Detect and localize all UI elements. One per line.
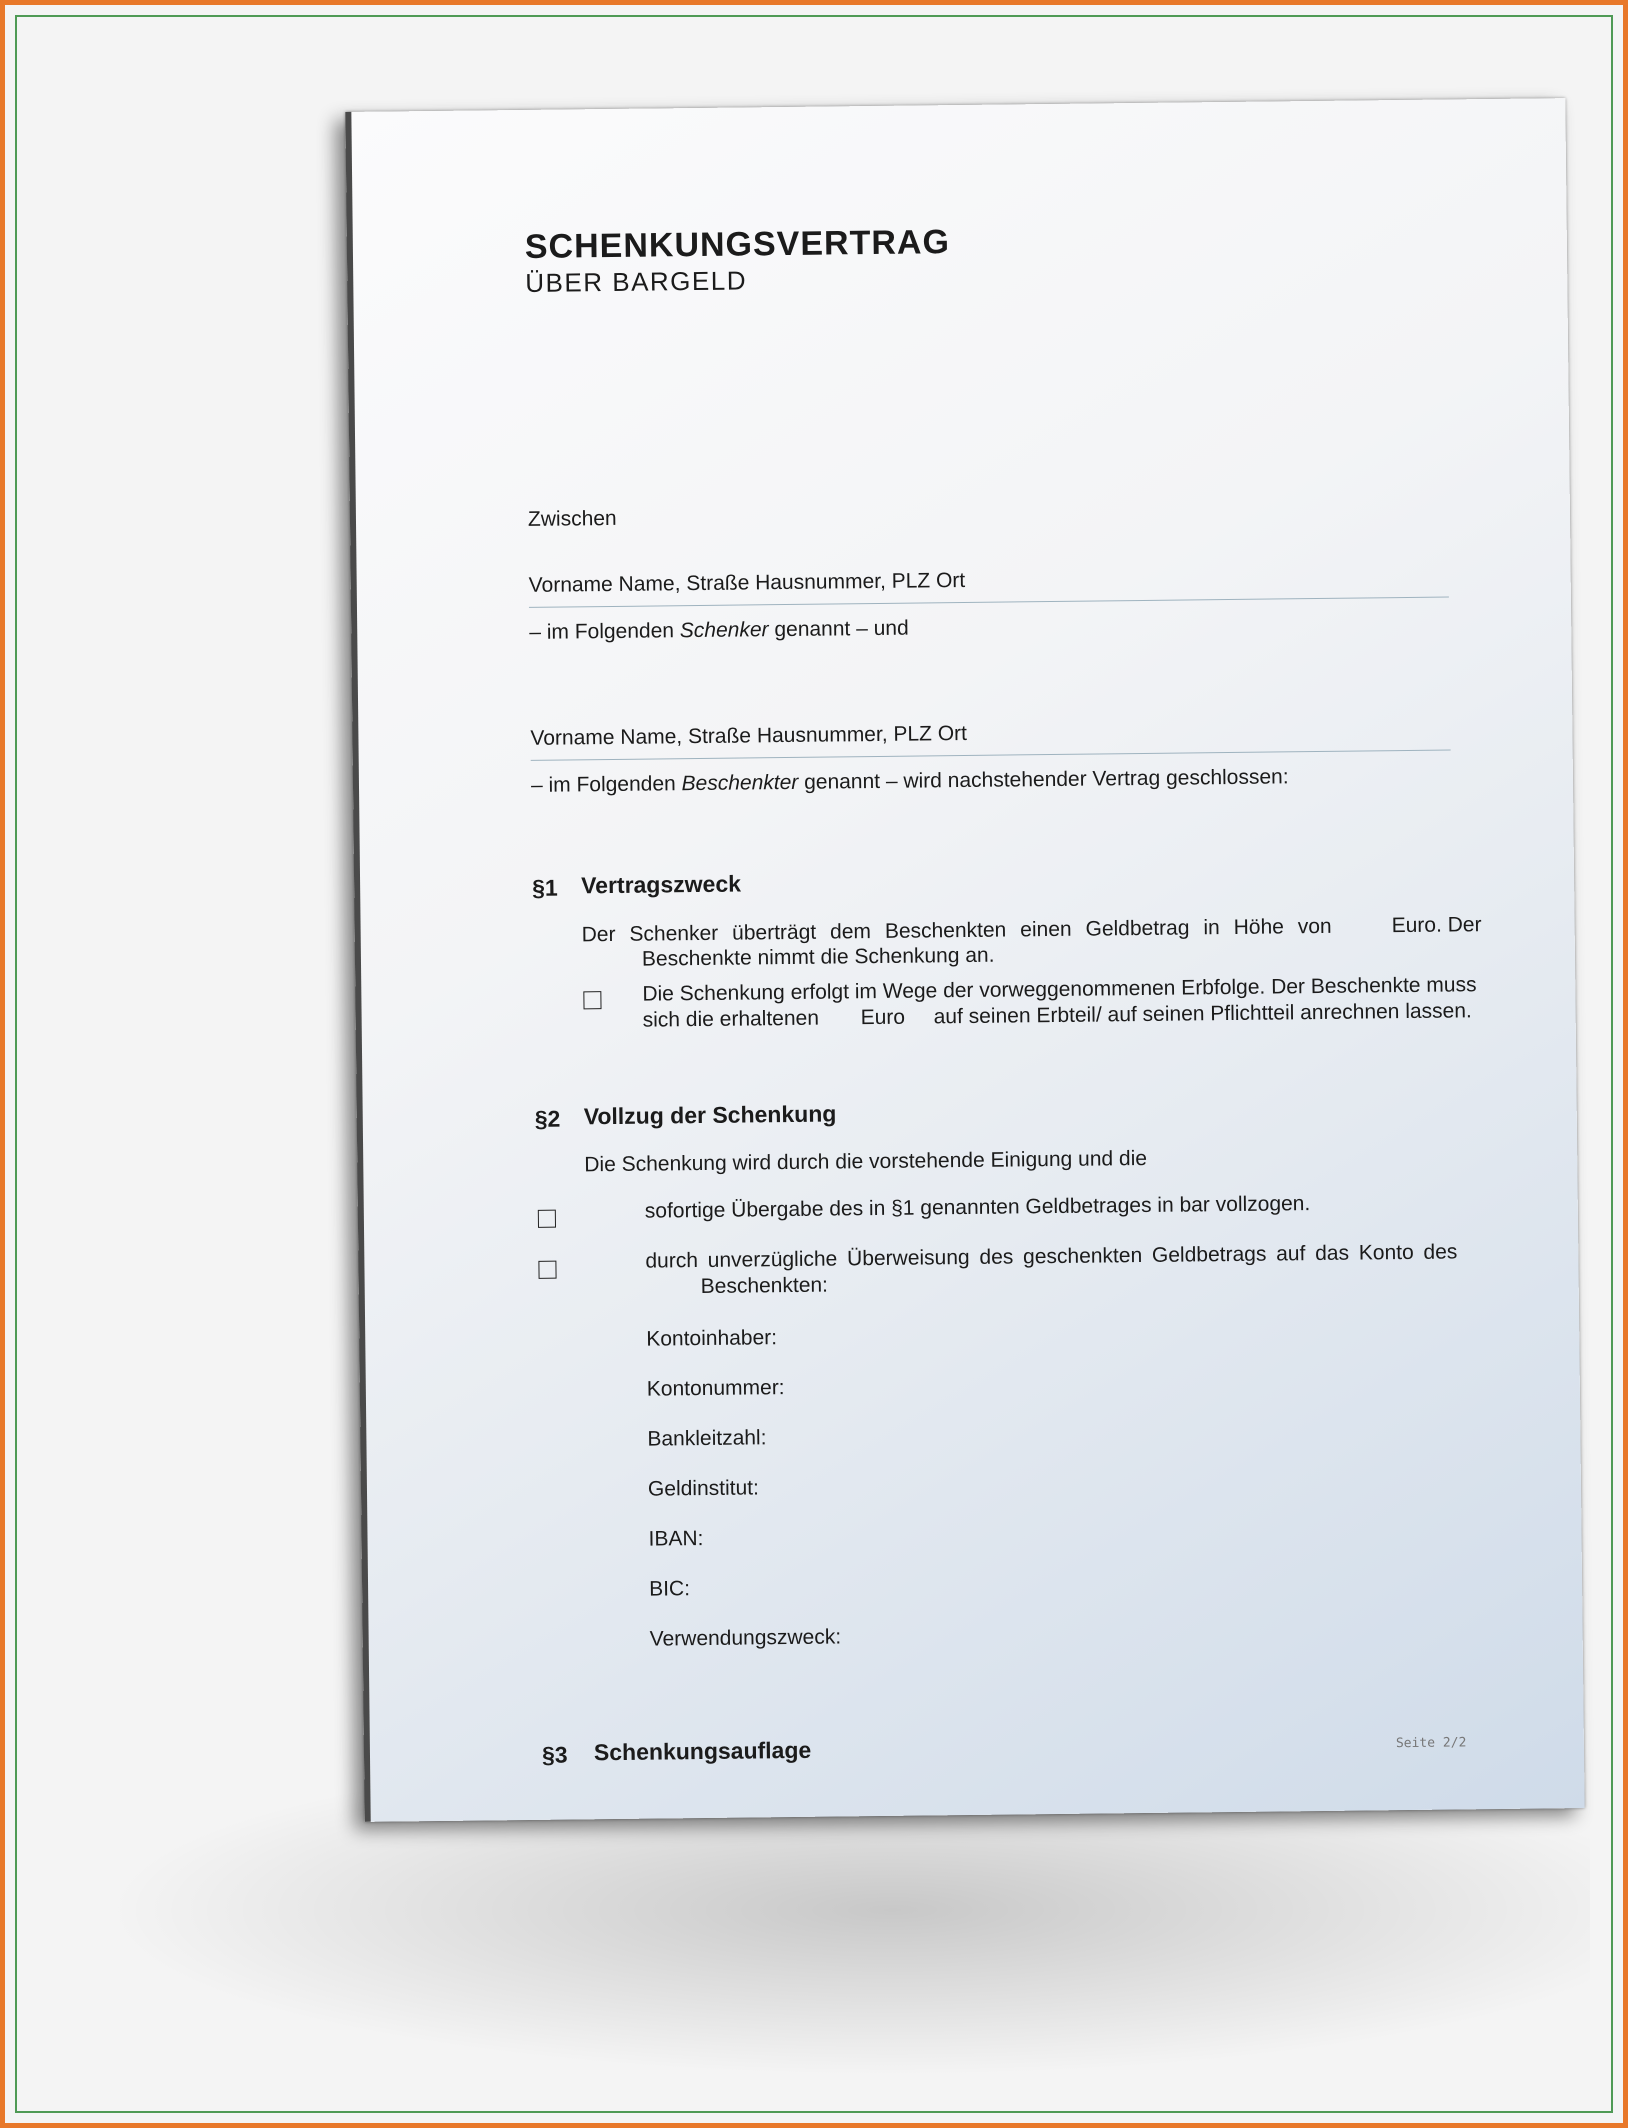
section3-title: Schenkungsauflage	[593, 1736, 812, 1766]
section2-option2-line1	[645, 1239, 1457, 1274]
party2-address-field[interactable]: Vorname Name, Straße Hausnummer, PLZ Ort	[530, 721, 968, 750]
section2-option2-line1-text: durch unverzügliche Überweisung des geschenkten Geldbetrags auf das Konto des	[645, 1240, 1458, 1273]
party2-role	[531, 764, 1289, 799]
section1-option-line2a: sich die erhaltenen	[642, 1006, 820, 1032]
document-title: SCHENKUNGSVERTRAG	[524, 223, 951, 266]
field-bic: BIC:	[648, 1577, 691, 1601]
field-iban: IBAN:	[648, 1527, 704, 1551]
paper-shadow	[40, 1790, 1590, 2090]
page-footer: Seite 2/2	[1395, 1735, 1467, 1752]
section2-option2-line2: Beschenkten:	[700, 1273, 829, 1299]
party2-rule	[531, 749, 1451, 760]
field-bankleitzahl: Bankleitzahl:	[647, 1426, 767, 1451]
section2-intro: Die Schenkung wird durch die vorstehende Einigung und die	[584, 1146, 1148, 1177]
party1-rule	[529, 596, 1449, 607]
zwischen-label: Zwischen	[527, 506, 617, 531]
document-subtitle: ÜBER BARGELD	[525, 265, 748, 298]
party1-address-field[interactable]: Vorname Name, Straße Hausnummer, PLZ Ort	[528, 568, 966, 597]
party1-role	[529, 616, 909, 646]
section1-erbfolge-checkbox[interactable]	[583, 991, 601, 1009]
section1-para-line2: Beschenkte nimmt die Schenkung an.	[641, 943, 995, 971]
section2-option1: sofortige Übergabe des in §1 genannten Geldbetrages in bar vollzogen.	[644, 1192, 1311, 1223]
field-kontoinhaber: Kontoinhaber:	[646, 1326, 778, 1351]
field-geldinstitut: Geldinstitut:	[647, 1476, 759, 1501]
party2-role-pre: – im Folgenden	[530, 772, 682, 797]
document-page	[345, 98, 1584, 1822]
section1-option-line2b: Euro	[860, 1005, 906, 1030]
field-verwendungszweck: Verwendungszweck:	[649, 1625, 842, 1651]
section2-ueberweisung-checkbox[interactable]	[538, 1261, 556, 1279]
document-content	[345, 98, 1584, 1822]
section1-option-line2c: auf seinen Erbteil/ auf seinen Pflichtteil anrechnen lassen.	[933, 999, 1472, 1029]
section1-number: §1	[532, 874, 558, 901]
section2-bar-checkbox[interactable]	[538, 1210, 556, 1228]
party1-role-pre: – im Folgenden	[529, 619, 680, 644]
section2-title: Vollzug der Schenkung	[583, 1100, 837, 1130]
party2-role-em: Beschenkter	[681, 770, 799, 796]
section1-amount-text: Der Schenker überträgt dem Beschenkten einen Geldbetrag in Höhe von	[581, 914, 1332, 947]
section1-para-line1b: Euro. Der	[1391, 913, 1482, 938]
party1-role-em: Schenker	[679, 618, 769, 643]
party2-role-post: genannt – wird nachstehender Vertrag geschlossen:	[798, 765, 1289, 794]
section3-number: §3	[541, 1741, 568, 1768]
field-kontonummer: Kontonummer:	[646, 1376, 785, 1401]
section2-number: §2	[534, 1105, 561, 1132]
section1-title: Vertragszweck	[580, 870, 742, 899]
section1-option-line1-text: Die Schenkung erfolgt im Wege der vorweggenommenen Erbfolge. Der Beschenkte muss	[642, 973, 1477, 1006]
party1-role-post: genannt – und	[768, 616, 909, 642]
